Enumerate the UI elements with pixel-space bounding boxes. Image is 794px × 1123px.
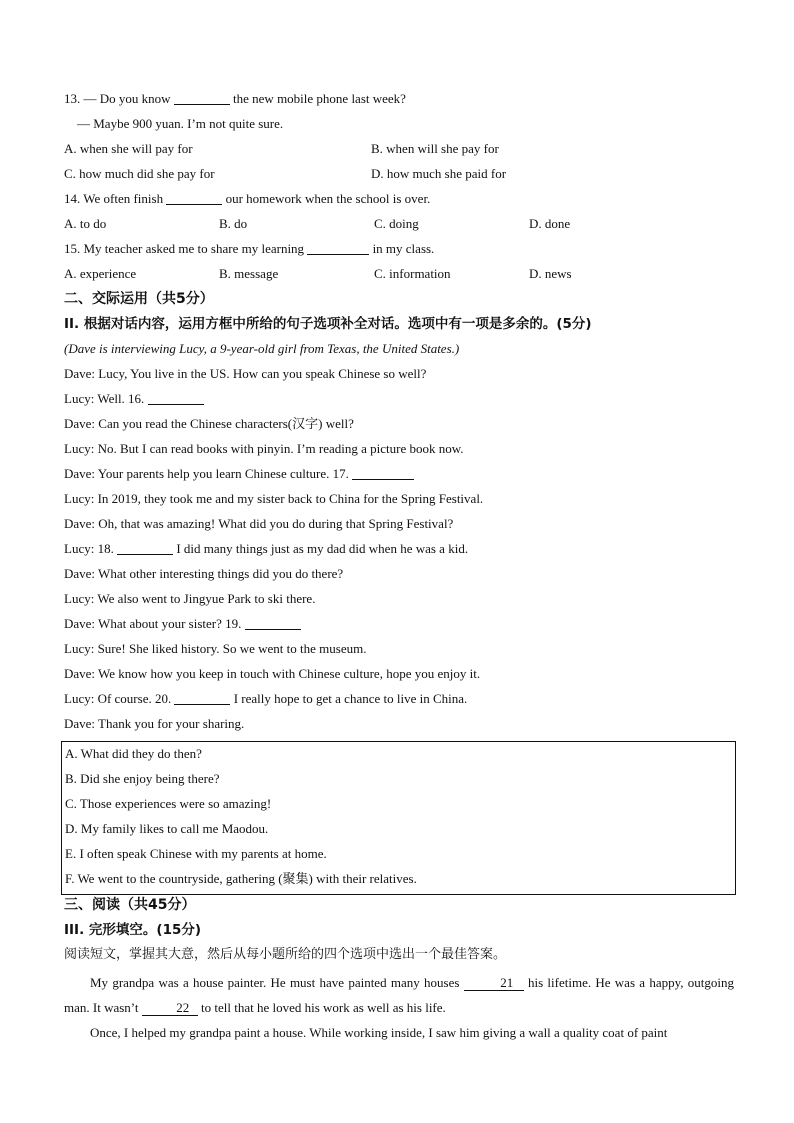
dialogue-line-8-before: Lucy: 18.: [64, 541, 114, 556]
box-option-d[interactable]: D. My family likes to call me Maodou.: [65, 821, 269, 836]
section-3-subtitle: III. 完形填空。(15分): [64, 922, 202, 938]
dialogue-line-8: [64, 539, 734, 564]
cloze-paragraph-2: Once, I helped my grandpa paint a house. While working inside, I saw him giving a wall a quality coat of paint: [90, 1025, 668, 1040]
dialogue-line-9: Dave: What other interesting things did you do there?: [64, 566, 344, 581]
dialogue-line-15: Dave: Thank you for your sharing.: [64, 716, 245, 731]
box-option-f[interactable]: F. We went to the countryside, gathering (聚集) with their relatives.: [65, 871, 417, 886]
dialogue-line-2-text: Lucy: Well. 16.: [64, 391, 145, 406]
cloze-p1-part-c: to tell that he loved his work as well as his life.: [201, 1000, 446, 1015]
cloze-p1-part-a: My grandpa was a house painter. He must have painted many houses: [90, 975, 460, 990]
q13-options-row-2: [64, 164, 734, 189]
box-option-e[interactable]: E. I often speak Chinese with my parents at home.: [65, 846, 327, 861]
dialogue-line-7: Dave: Oh, that was amazing! What did you do during that Spring Festival?: [64, 516, 454, 531]
q14-options: [64, 214, 734, 239]
q13-reply: — Maybe 900 yuan. I’m not quite sure.: [77, 116, 284, 131]
dialogue-line-11-text: Dave: What about your sister? 19.: [64, 616, 242, 631]
dialogue-line-6: Lucy: In 2019, they took me and my sister back to China for the Spring Festival.: [64, 491, 484, 506]
dialogue-line-12: Lucy: Sure! She liked history. So we went to the museum.: [64, 641, 367, 656]
blank-20[interactable]: [174, 690, 230, 705]
blank-19[interactable]: [245, 615, 301, 630]
q14-blank[interactable]: [166, 190, 222, 205]
blank-21[interactable]: 21: [464, 976, 524, 991]
q13-stem-before: 13. — Do you know: [64, 91, 171, 106]
q13-stem-after: the new mobile phone last week?: [233, 91, 406, 106]
dialogue-context: (Dave is interviewing Lucy, a 9-year-old girl from Texas, the United States.): [64, 341, 460, 356]
q15-stem: [64, 239, 734, 264]
dialogue-line-11: [64, 614, 734, 639]
page-content: [64, 89, 734, 1045]
q15-option-b[interactable]: B. message: [219, 266, 279, 281]
box-option-a[interactable]: A. What did they do then?: [65, 746, 202, 761]
dialogue-line-5-text: Dave: Your parents help you learn Chinese culture. 17.: [64, 466, 349, 481]
section-3-instruction: 阅读短文，掌握其大意，然后从每小题所给的四个选项中选出一个最佳答案。: [64, 947, 507, 962]
q15-stem-before: 15. My teacher asked me to share my learning: [64, 241, 305, 256]
cloze-paragraph-1: [64, 970, 734, 1020]
q13-option-d[interactable]: D. how much she paid for: [371, 166, 507, 181]
section-2-subtitle: II. 根据对话内容，运用方框中所给的句子选项补全对话。选项中有一项是多余的。(5分): [64, 316, 592, 332]
q13-options-row-1: [64, 139, 734, 164]
q13-option-c[interactable]: C. how much did she pay for: [64, 166, 215, 181]
blank-22[interactable]: 22: [142, 1001, 198, 1016]
blank-16[interactable]: [148, 390, 204, 405]
q14-option-a[interactable]: A. to do: [64, 216, 107, 231]
q13-option-b[interactable]: B. when will she pay for: [371, 141, 499, 156]
dialogue-line-14-before: Lucy: Of course. 20.: [64, 691, 172, 706]
q15-option-d[interactable]: D. news: [529, 266, 572, 281]
dialogue-line-2: [64, 389, 734, 414]
dialogue-line-8-after: I did many things just as my dad did when he was a kid.: [176, 541, 469, 556]
dialogue-line-4: Lucy: No. But I can read books with pinyin. I’m reading a picture book now.: [64, 441, 464, 456]
q15-blank[interactable]: [307, 240, 369, 255]
section-2-title: 二、交际运用（共5分）: [64, 291, 214, 307]
dialogue-line-5: [64, 464, 734, 489]
dialogue-line-13: Dave: We know how you keep in touch with Chinese culture, hope you enjoy it.: [64, 666, 481, 681]
blank-18[interactable]: [117, 540, 173, 555]
q15-option-a[interactable]: A. experience: [64, 266, 137, 281]
box-option-b[interactable]: B. Did she enjoy being there?: [65, 771, 220, 786]
blank-17[interactable]: [352, 465, 414, 480]
q14-stem-after: our homework when the school is over.: [225, 191, 431, 206]
dialogue-line-3: Dave: Can you read the Chinese characters(汉字) well?: [64, 416, 354, 431]
q13-blank[interactable]: [174, 90, 230, 105]
dialogue-line-14-after: I really hope to get a chance to live in China.: [233, 691, 468, 706]
dialogue-line-1: Dave: Lucy, You live in the US. How can you speak Chinese so well?: [64, 366, 427, 381]
q14-option-c[interactable]: C. doing: [374, 216, 419, 231]
q15-options: [64, 264, 734, 289]
dialogue-line-14: [64, 689, 734, 714]
q14-stem: [64, 189, 734, 214]
q14-option-d[interactable]: D. done: [529, 216, 571, 231]
q15-stem-after: in my class.: [372, 241, 435, 256]
q13-stem: [64, 89, 734, 114]
q15-option-c[interactable]: C. information: [374, 266, 451, 281]
q14-option-b[interactable]: B. do: [219, 216, 248, 231]
q14-stem-before: 14. We often finish: [64, 191, 164, 206]
dialogue-line-10: Lucy: We also went to Jingyue Park to ski there.: [64, 591, 316, 606]
section-3-title: 三、阅读（共45分）: [64, 897, 196, 913]
sentence-options-box: [61, 741, 736, 895]
cloze-p1-part-b: his lifetime. He was a happy, outgoing man. It wasn’t: [64, 975, 735, 1015]
box-option-c[interactable]: C. Those experiences were so amazing!: [65, 796, 272, 811]
q13-option-a[interactable]: A. when she will pay for: [64, 141, 193, 156]
